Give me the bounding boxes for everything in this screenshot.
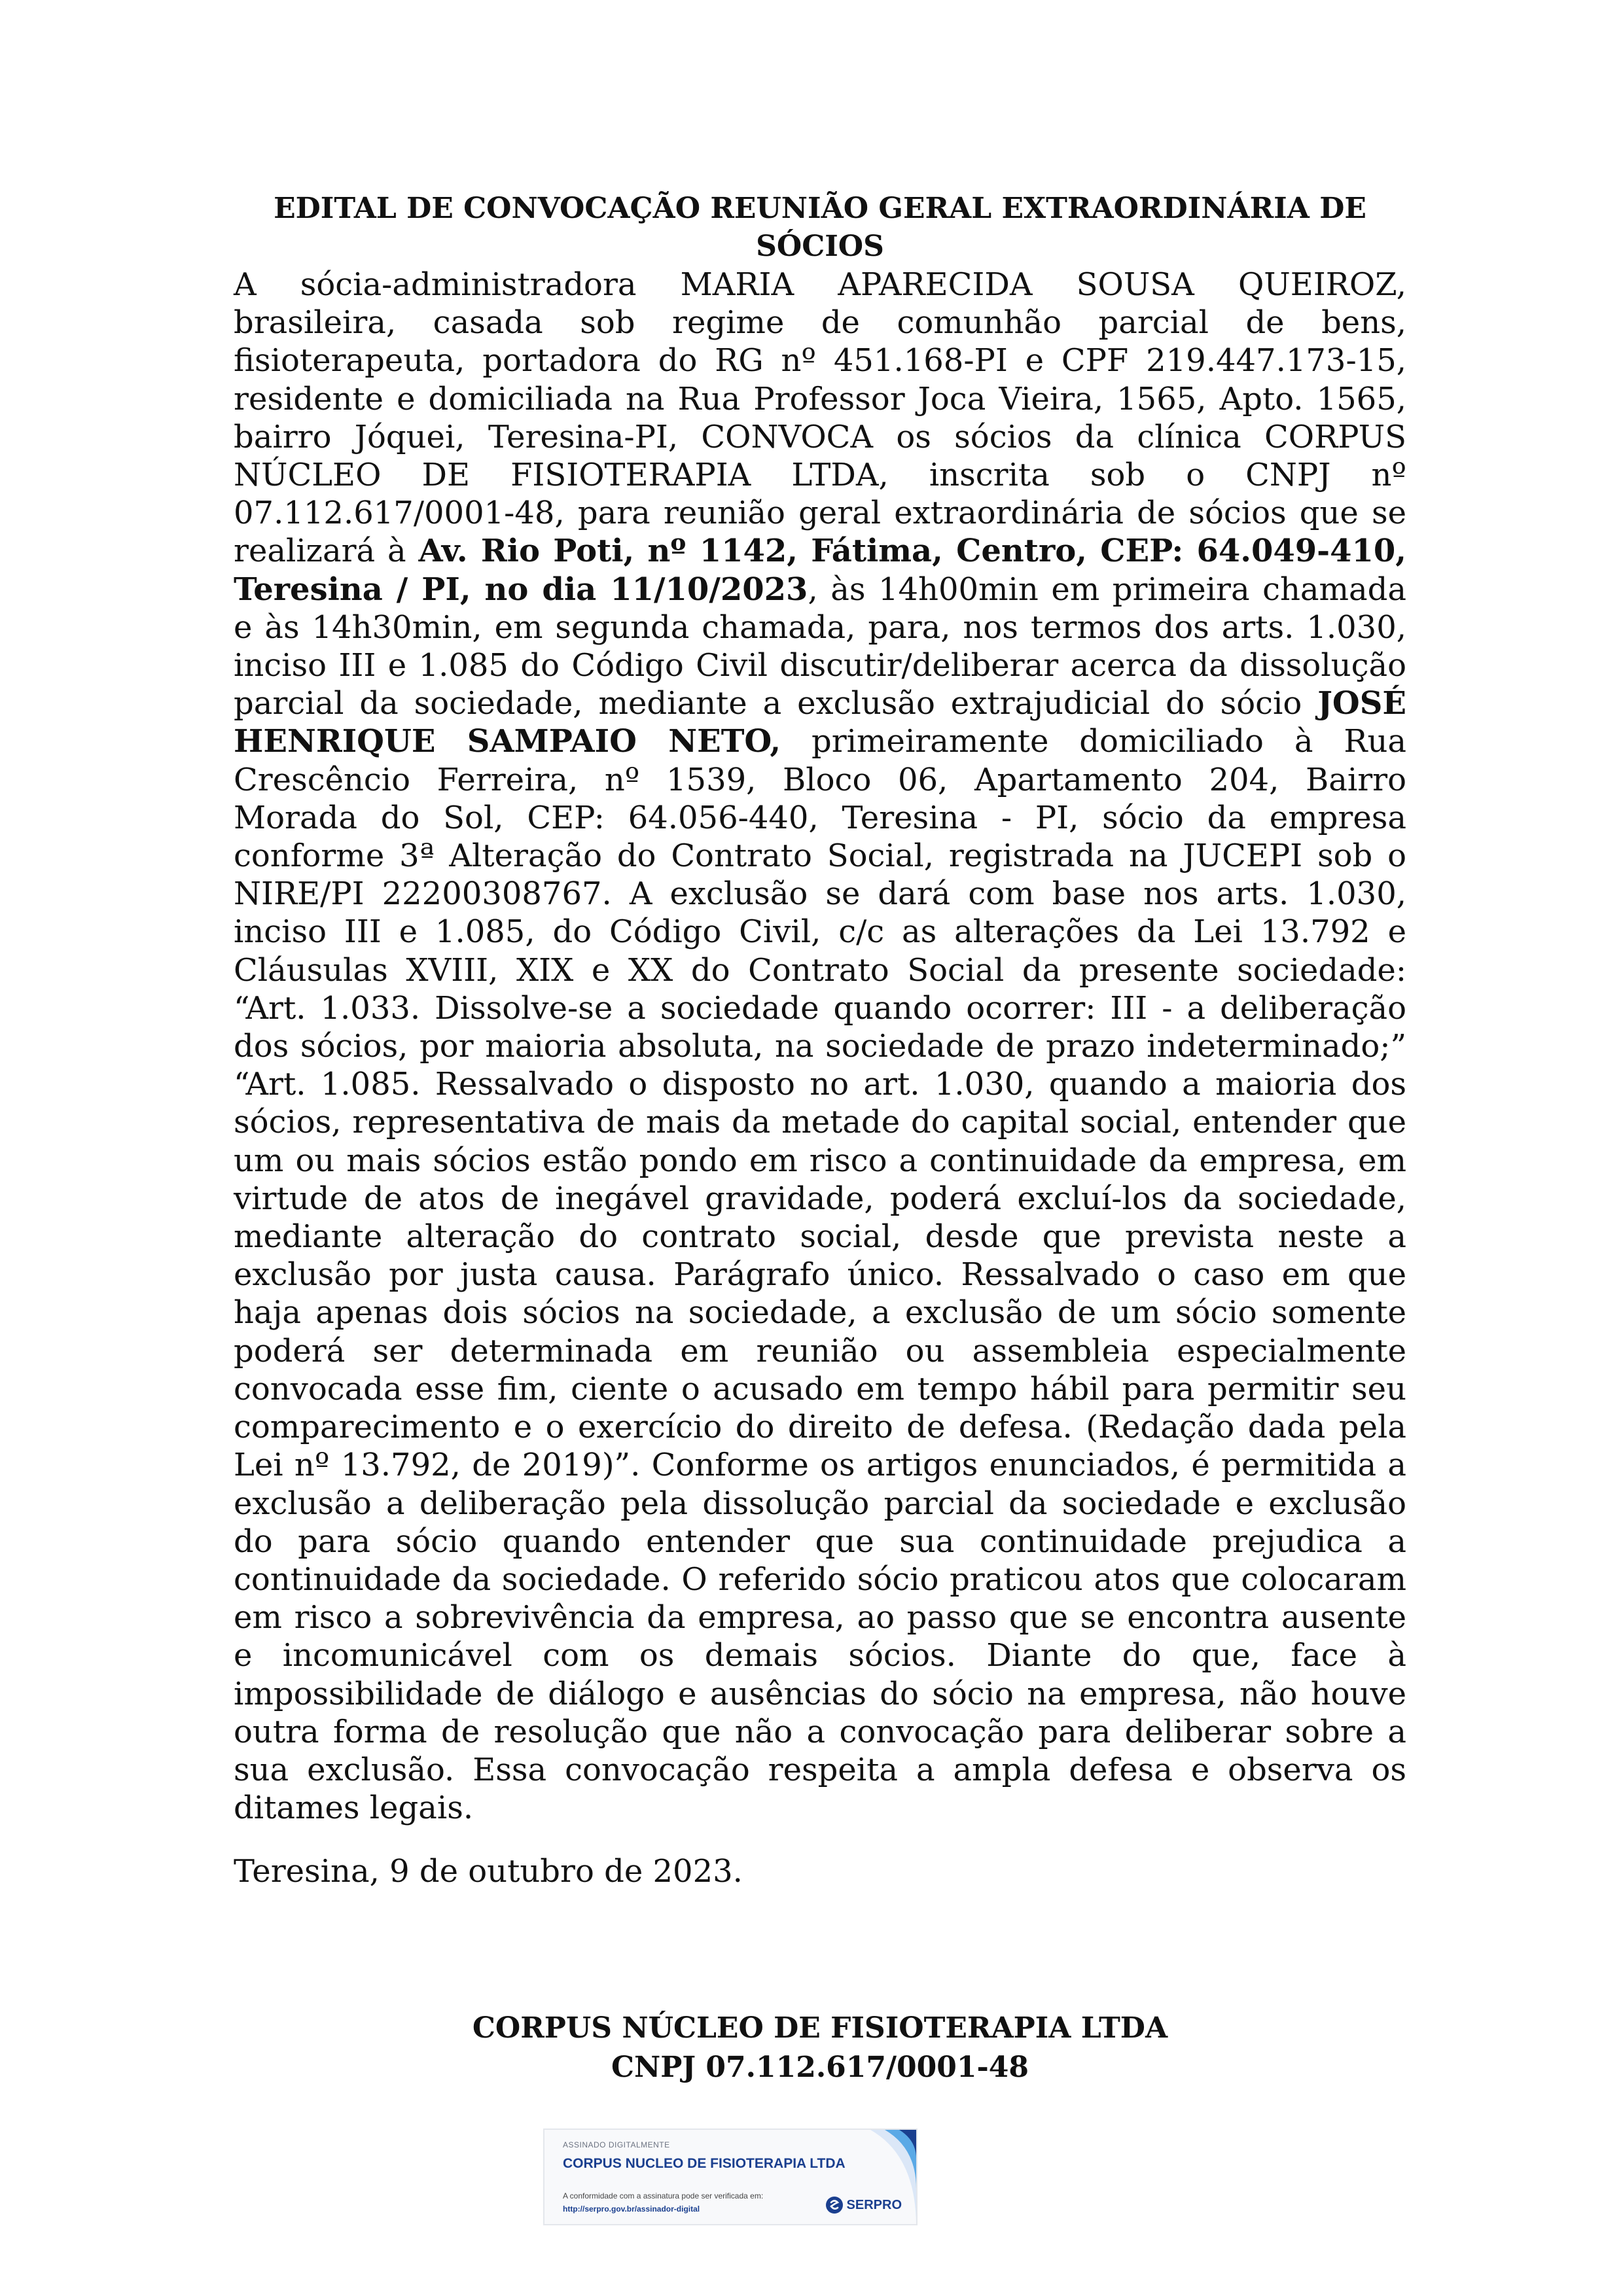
stamp-verification-url[interactable]: http://serpro.gov.br/assinador-digital: [563, 2204, 700, 2214]
body-part-1: A sócia-administradora MARIA APARECIDA SOUSA QUEIROZ, brasileira, casada sob regime de comunhão parcial de bens, fisioterapeuta, portadora do RG nº 451.168-PI e CPF 219.447.173-15, residente e domiciliada na Rua Professor Joca Vieira, 1565, Apto. 1565, bairro Jóquei, Teresina-PI, CONVOCA os sócios da clínica CORPUS NÚCLEO DE FISIOTERAPIA LTDA, inscrita sob o CNPJ nº 07.112.617/0001-48, para reunião geral extraordinária de sócios que se realizará à: [234, 266, 1406, 570]
stamp-header: ASSINADO DIGITALMENTE: [563, 2140, 670, 2149]
convocation-body: [234, 266, 1406, 1827]
digital-signature-stamp: [543, 2128, 918, 2225]
serpro-logo-text: SERPRO: [846, 2197, 902, 2212]
meeting-address: Av. Rio Poti, nº 1142, Fátima, Centro, CEP: 64.049-410, Teresina / PI, no dia 11/10/2023: [234, 533, 1406, 608]
document-page: [234, 190, 1406, 2087]
company-cnpj: CNPJ 07.112.617/0001-48: [611, 2051, 1029, 2085]
document-title: [234, 190, 1406, 266]
date-line: Teresina, 9 de outubro de 2023.: [234, 1853, 743, 1890]
title-line-2: SÓCIOS: [756, 230, 884, 263]
signature-block: [234, 2009, 1406, 2087]
stamp-verification-note: A conformidade com a assinatura pode ser verificada em:: [563, 2191, 764, 2200]
excluded-partner-name: JOSÉ HENRIQUE SAMPAIO NETO,: [234, 685, 1406, 760]
body-part-3: primeiramente domiciliado à Rua Crescêncio Ferreira, nº 1539, Bloco 06, Apartamento 204, Bairro Morada do Sol, CEP: 64.056-440, Teresina - PI, sócio da empresa conforme 3ª Alteração do Contrato Social, registrada na JUCEPI sob o NIRE/PI 22200308767. A exclusão se dará com base nos arts. 1.030, inciso III e 1.085, do Código Civil, c/c as alterações da Lei 13.792 e Cláusulas XVIII, XIX e XX do Contrato Social da presente sociedade: “Art. 1.033. Dissolve-se a sociedade quando ocorrer: III - a deliberação dos sócios, por maioria absoluta, na sociedade de prazo indeterminado;” “Art. 1.085. Ressalvado o disposto no art. 1.030, quando a maioria dos sócios, representativa de mais da metade do capital social, entender que um ou mais sócios estão pondo em risco a continuidade da empresa, em virtude de atos de inegável gravidade, poderá excluí-los da sociedade, mediante alteração do contrato social, desde que prevista neste a exclusão por justa causa. Parágrafo único. Ressalvado o caso em que haja apenas dois sócios na sociedade, a exclusão de um sócio somente poderá ser determinada em reunião ou assembleia especialmente convocada esse fim, ciente o acusado em tempo hábil para permitir seu comparecimento e o exercício do direito de defesa. (Redação dada pela Lei nº 13.792, de 2019)”. Conforme os artigos enunciados, é permitida a exclusão a deliberação pela dissolução parcial da sociedade e exclusão do para sócio quando entender que sua continuidade prejudica a continuidade da sociedade. O referido sócio praticou atos que colocaram em risco a sobrevivência da empresa, ao passo que se encontra ausente e incomunicável com os demais sócios. Diante do que, face à impossibilidade de diálogo e ausências do sócio na empresa, não houve outra forma de resolução que não a convocação para deliberar sobre a sua exclusão. Essa convocação respeita a ampla defesa e observa os ditames legais.: [234, 723, 1406, 1827]
stamp-signer-name: CORPUS NUCLEO DE FISIOTERAPIA LTDA: [563, 2156, 846, 2171]
title-line-1: EDITAL DE CONVOCAÇÃO REUNIÃO GERAL EXTRAORDINÁRIA DE: [274, 192, 1366, 225]
serpro-logo-icon: [826, 2197, 843, 2214]
body-part-2: , às 14h00min em primeira chamada e às 14h30min, em segunda chamada, para, nos termos dos arts. 1.030, inciso III e 1.085 do Código Civil discutir/deliberar acerca da dissolução parcial da sociedade, mediante a exclusão extrajudicial do sócio: [234, 571, 1406, 722]
serpro-logo: [826, 2197, 902, 2214]
company-name: CORPUS NÚCLEO DE FISIOTERAPIA LTDA: [472, 2011, 1168, 2045]
